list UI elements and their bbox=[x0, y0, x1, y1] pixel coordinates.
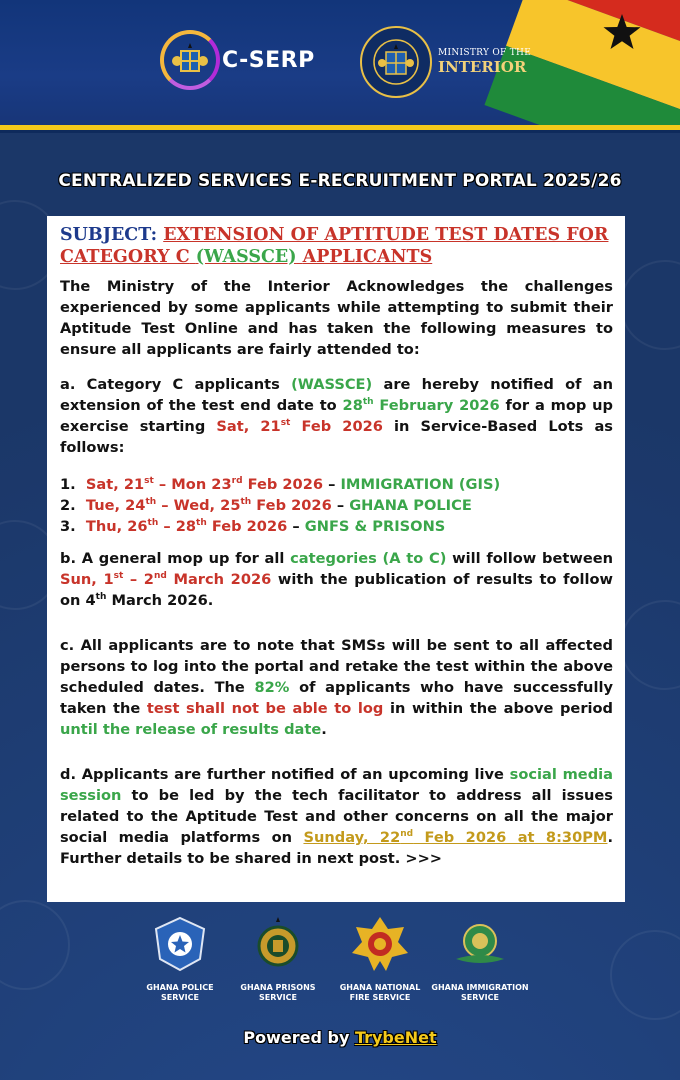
fire-service-emblem-icon bbox=[350, 915, 410, 973]
paragraph-b: b. A general mop up for all categories (A to C) will follow between Sun, 1st – 2nd March 2026 with the publication of results to follow on 4th March 2026. bbox=[60, 550, 614, 609]
list-item: 3. Thu, 26th – 28th Feb 2026 – GNFS & PRISONS bbox=[60, 518, 446, 535]
subject-heading bbox=[60, 224, 613, 268]
schedule-list bbox=[60, 474, 613, 537]
agency-police bbox=[130, 915, 230, 1003]
agency-name-line2: SERVICE bbox=[161, 993, 199, 1002]
paragraph-c: c. All applicants are to note that SMSs will be sent to all affected persons to log into the portal and retake the test within the above scheduled dates. The 82% of applicants who have successfully taken the test shall not be able to log in within the above period until the release of results date. bbox=[60, 637, 613, 738]
prisons-crest-icon bbox=[248, 915, 308, 973]
powered-by bbox=[0, 1028, 680, 1047]
watermark-emblem bbox=[620, 600, 680, 690]
immigration-emblem-icon bbox=[450, 915, 510, 973]
powered-by-brand: TrybeNet bbox=[354, 1028, 437, 1047]
agency-logos bbox=[130, 915, 550, 1010]
agency-name-line1: GHANA NATIONAL bbox=[339, 983, 421, 992]
agency-name-line2: SERVICE bbox=[259, 993, 297, 1002]
cserp-logo-text: C-SERP bbox=[222, 47, 315, 73]
powered-by-label: Powered by bbox=[243, 1028, 350, 1047]
agency-name-line2: SERVICE bbox=[461, 993, 499, 1002]
agency-name-line1: GHANA IMMIGRATION bbox=[431, 983, 529, 992]
coat-of-arms-icon bbox=[160, 30, 220, 90]
watermark-emblem bbox=[620, 260, 680, 350]
subject-title: EXTENSION OF APTITUDE TEST DATES FOR CATEGORY C (WASSCE) APPLICANTS bbox=[60, 225, 609, 267]
agency-name-line1: GHANA PRISONS bbox=[240, 983, 316, 992]
black-star-icon bbox=[602, 12, 642, 52]
intro-paragraph: The Ministry of the Interior Acknowledges the challenges experienced by some applicants while attempting to submit their Aptitude Test Online and has taken the following measures to ensure all applicants are fairly attended to: bbox=[60, 278, 613, 358]
header-divider-shadow bbox=[0, 130, 680, 133]
ministry-of-interior-logo bbox=[360, 26, 531, 98]
police-badge-icon bbox=[150, 915, 210, 973]
portal-title: CENTRALIZED SERVICES E-RECRUITMENT PORTAL 2025/26 bbox=[58, 171, 622, 191]
paragraph-a: a. Category C applicants (WASSCE) are hereby notified of an extension of the test end date to 28th February 2026 for a mop up exercise starting Sat, 21st Feb 2026 in Service-Based Lots as follows: bbox=[60, 376, 613, 456]
watermark-emblem bbox=[610, 930, 680, 1020]
ministry-seal-icon bbox=[360, 26, 432, 98]
notice-card bbox=[47, 216, 625, 902]
paragraph-d: d. Applicants are further notified of an upcoming live social media session to be led by the tech facilitator to address all issues related to the Aptitude Test and other concerns on all the major social media platforms on Sunday, 22nd Feb 2026 at 8:30PM. Further details to be shared in next post. >>> bbox=[60, 766, 614, 867]
cserp-logo bbox=[160, 30, 315, 90]
ministry-line1: MINISTRY OF THE bbox=[438, 48, 532, 58]
header-banner bbox=[0, 0, 680, 128]
agency-name-line2: FIRE SERVICE bbox=[349, 993, 411, 1002]
agency-name-line1: GHANA POLICE bbox=[146, 983, 214, 992]
watermark-emblem bbox=[0, 900, 70, 990]
list-item: 1. Sat, 21st – Mon 23rd Feb 2026 – IMMIGRATION (GIS) bbox=[60, 476, 501, 493]
list-item: 2. Tue, 24th – Wed, 25th Feb 2026 – GHANA POLICE bbox=[60, 497, 472, 514]
agency-prisons bbox=[228, 915, 328, 1003]
agency-immigration bbox=[430, 915, 530, 1003]
subject-label: SUBJECT: bbox=[60, 225, 158, 245]
ministry-line2: INTERIOR bbox=[438, 58, 527, 76]
agency-fire bbox=[330, 915, 430, 1003]
